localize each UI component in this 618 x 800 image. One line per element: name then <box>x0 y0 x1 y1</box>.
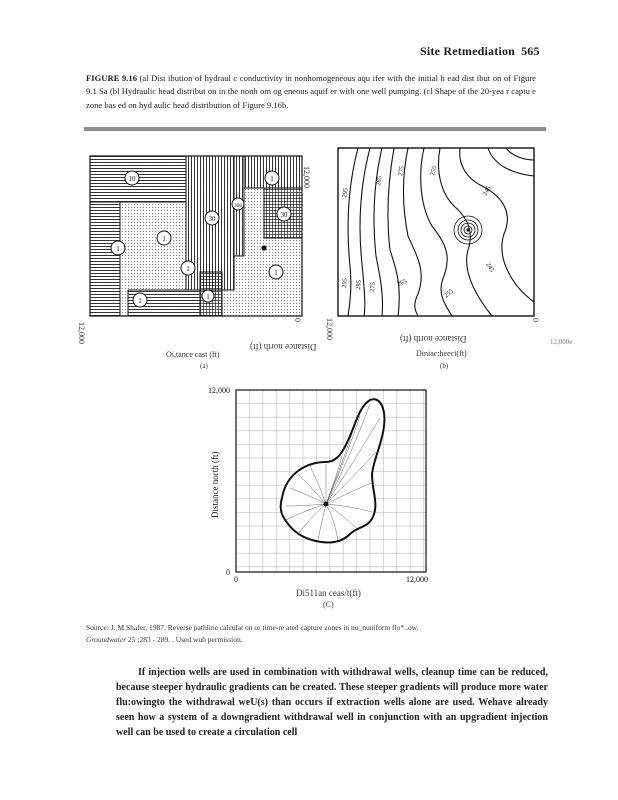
zone-marker <box>205 211 219 225</box>
panel-b-origin-tick: 0 <box>531 318 540 322</box>
zone-marker <box>269 265 283 279</box>
contour-label: 265 <box>396 277 408 288</box>
x-left-tick: 0 <box>234 575 238 584</box>
caption-rule <box>84 127 546 131</box>
source-line-1: Source: J. M.Shafer, 1987. Reverse pathline calculat on or time-re ated capture zones in no_nuniform flo*..ow. <box>86 623 419 632</box>
contour-label: 275 <box>369 281 377 293</box>
figure-caption <box>86 72 536 112</box>
panel-b-axis-label-inverted: Distance north (ft) <box>400 334 467 344</box>
panel-a-bottom-left-tick: 12,000 <box>77 322 86 344</box>
panel-a-axis-label-east: Oi,tance cast (ft) <box>166 350 220 359</box>
panel-a-sublabel: (a) <box>200 362 208 370</box>
panel-c-xlabel: Di511an ceas/t(ft) <box>296 588 361 598</box>
panel-c-capture-zone <box>190 378 450 588</box>
running-header <box>420 44 540 59</box>
zone-label: 1 <box>162 235 166 243</box>
zone-label: 1 <box>270 175 274 183</box>
panel-b-right-tick: 12,000e <box>550 338 573 346</box>
body-paragraph <box>116 665 548 740</box>
zone-marker <box>111 241 125 255</box>
zone-marker <box>265 171 279 185</box>
contour-label: 255 <box>429 165 439 177</box>
source-journal: Groundwater <box>86 635 127 644</box>
zone-label: 1 <box>206 293 210 301</box>
zone-marker <box>125 171 139 185</box>
zone-label: 1 <box>274 269 278 277</box>
zone-marker <box>181 261 195 275</box>
zone-label: 30 <box>208 215 216 223</box>
zone-label: 1 <box>116 245 120 253</box>
zone-label: 1 <box>186 265 190 273</box>
contour-label: 285 <box>355 279 363 291</box>
zone-marker <box>133 293 147 307</box>
contour-label: 255 <box>442 287 455 300</box>
panel-b-sublabel: (b) <box>440 362 449 370</box>
x-right-tick: 12,000 <box>406 575 428 584</box>
panel-c-sublabel: (C) <box>323 600 334 609</box>
zone-marker <box>277 207 291 221</box>
running-title: Site Retmediation <box>420 44 516 58</box>
panel-c-ylabel: Distance north (ft) <box>210 451 220 518</box>
contour-label: 275 <box>397 165 406 177</box>
contour-label: 245 <box>481 185 493 197</box>
zone-label: 10 <box>128 175 136 183</box>
panel-b-head-contours <box>336 146 544 324</box>
contour-label: 295 <box>341 187 350 199</box>
panel-a-axis-label-inverted: Distance north (ft) <box>250 342 317 352</box>
zone-label: 30 <box>280 211 288 219</box>
caption-text: (al Dist ibution of hydraul c conductivity in nonhomogeneous aqu ifer with the initial h ead dist ibut on of Figure 9.1 Sa (bl Hydraulic head distribut on in the nonh om og eneous aquif er with one well pumping. (cl Shape of the 20-yea r captu e zone bas ed on hyd aulic head distribution of Figure 9.16b. <box>86 73 536 110</box>
y-top-tick: 12,000 <box>208 386 230 395</box>
well-marker <box>261 245 266 250</box>
contour-label: 245 <box>484 261 496 274</box>
zone-marker <box>157 231 171 245</box>
source-line-2: 25 ;283 - 289. . Used wuh permission. <box>128 635 243 644</box>
page-number: 565 <box>521 44 540 58</box>
zone-marker <box>232 198 244 210</box>
source-note <box>86 622 541 646</box>
panel-a-origin-tick: 0 <box>293 318 302 322</box>
contour-label: 295 <box>341 277 349 289</box>
panel-a-conductivity-map <box>88 152 314 332</box>
figure-label: FIGURE 9.16 <box>86 73 138 83</box>
well-marker <box>324 502 329 507</box>
panel-b-bottom-left-tick: 12,000 <box>325 318 334 340</box>
body-paragraph-text: If injection wells are used in combination with withdrawal wells, cleanup time can be reduced, because steeper hydraulic gradients can be created. These steeper gradients will produce more water flu:owingto the withdrawal weU(s) than occurs if extraction wells alone are used. Wehave already seen how a system of a downgradient withdrawal well in conjunction with an upgradient injection well can be used to create a circulation cell <box>116 667 548 738</box>
panel-a-top-right-tick: 12,000 <box>302 166 311 188</box>
well-marker <box>466 228 469 231</box>
panel-b-axis-label-east: Diniac:heeci(ft) <box>416 349 467 358</box>
y-bottom-tick: 0 <box>226 568 230 577</box>
contour-label: 285 <box>375 175 384 187</box>
zone-marker <box>202 290 214 302</box>
zone-label: 300 <box>233 203 243 209</box>
zone-label: 1 <box>138 297 142 305</box>
